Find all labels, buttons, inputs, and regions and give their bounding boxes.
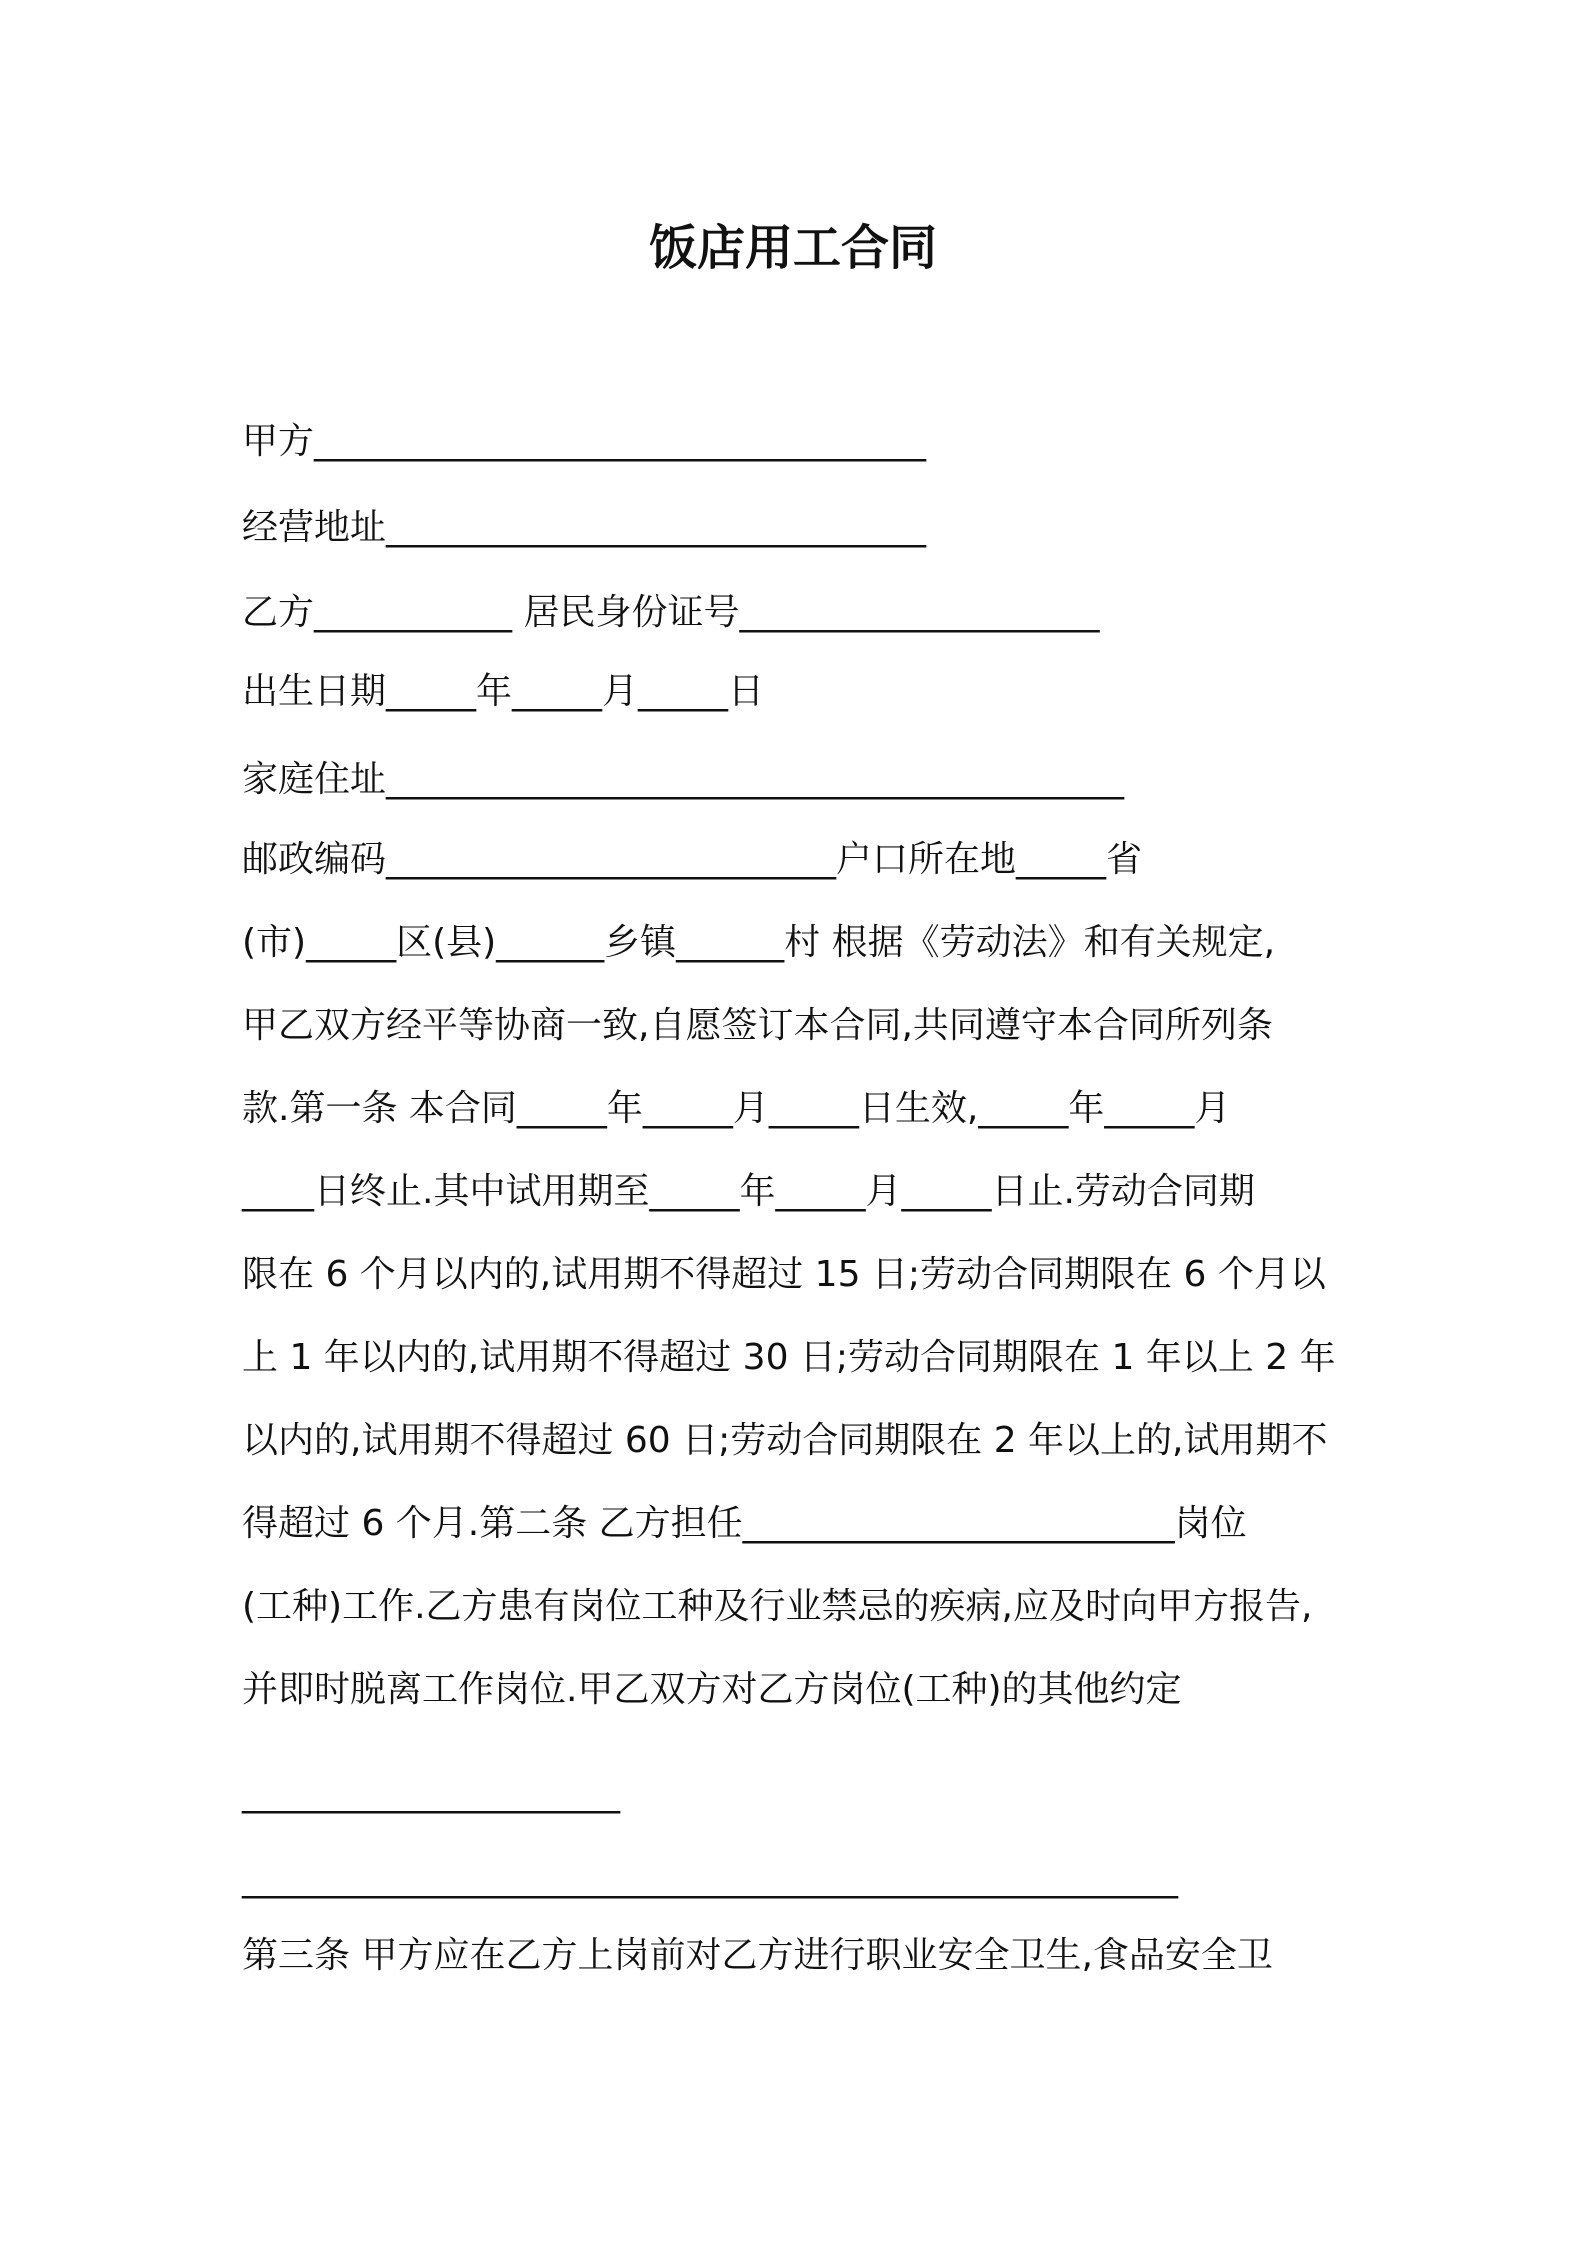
birth-date-line: 出生日期_____年_____月_____日 [242,671,765,712]
body-line: 款.第一条 本合同_____年_____月_____日生效,_____年_____月 [242,1088,1231,1129]
business-address-line: 经营地址______________________________ [242,507,927,548]
body-line: (工种)工作.乙方患有岗位工种及行业禁忌的疾病,应及时向甲方报告, [242,1586,1313,1627]
blank-line: _____________________ [242,1773,620,1814]
body-line: 上 1 年以内的,试用期不得超过 30 日;劳动合同期限在 1 年以上 2 年 [242,1337,1336,1378]
article-three-line: 第三条 甲方应在乙方上岗前对乙方进行职业安全卫生,食品安全卫 [242,1935,1273,1976]
postal-code-line: 邮政编码_________________________户口所在地_____省 [242,839,1143,880]
body-line: ____日终止.其中试用期至_____年_____月_____日止.劳动合同期 [242,1171,1255,1212]
body-line: 限在 6 个月以内的,试用期不得超过 15 日;劳动合同期限在 6 个月以 [242,1254,1326,1295]
party-b-id-line: 乙方___________ 居民身份证号____________________ [242,592,1100,633]
body-line: 甲乙双方经平等协商一致,自愿签订本合同,共同遵守本合同所列条 [242,1005,1273,1046]
body-line: 并即时脱离工作岗位.甲乙双方对乙方岗位(工种)的其他约定 [242,1669,1182,1710]
blank-line: ____________________________________________________ [242,1858,1178,1899]
body-line: 得超过 6 个月.第二条 乙方担任________________________岗位 [242,1503,1247,1544]
home-address-line: 家庭住址_________________________________________ [242,759,1125,800]
party-a-line: 甲方__________________________________ [242,421,926,462]
body-line: (市)_____区(县)______乡镇______村 根据《劳动法》和有关规定, [242,922,1276,963]
document-title: 饭店用工合同 [648,220,937,276]
body-line: 以内的,试用期不得超过 60 日;劳动合同期限在 2 年以上的,试用期不 [242,1420,1328,1461]
